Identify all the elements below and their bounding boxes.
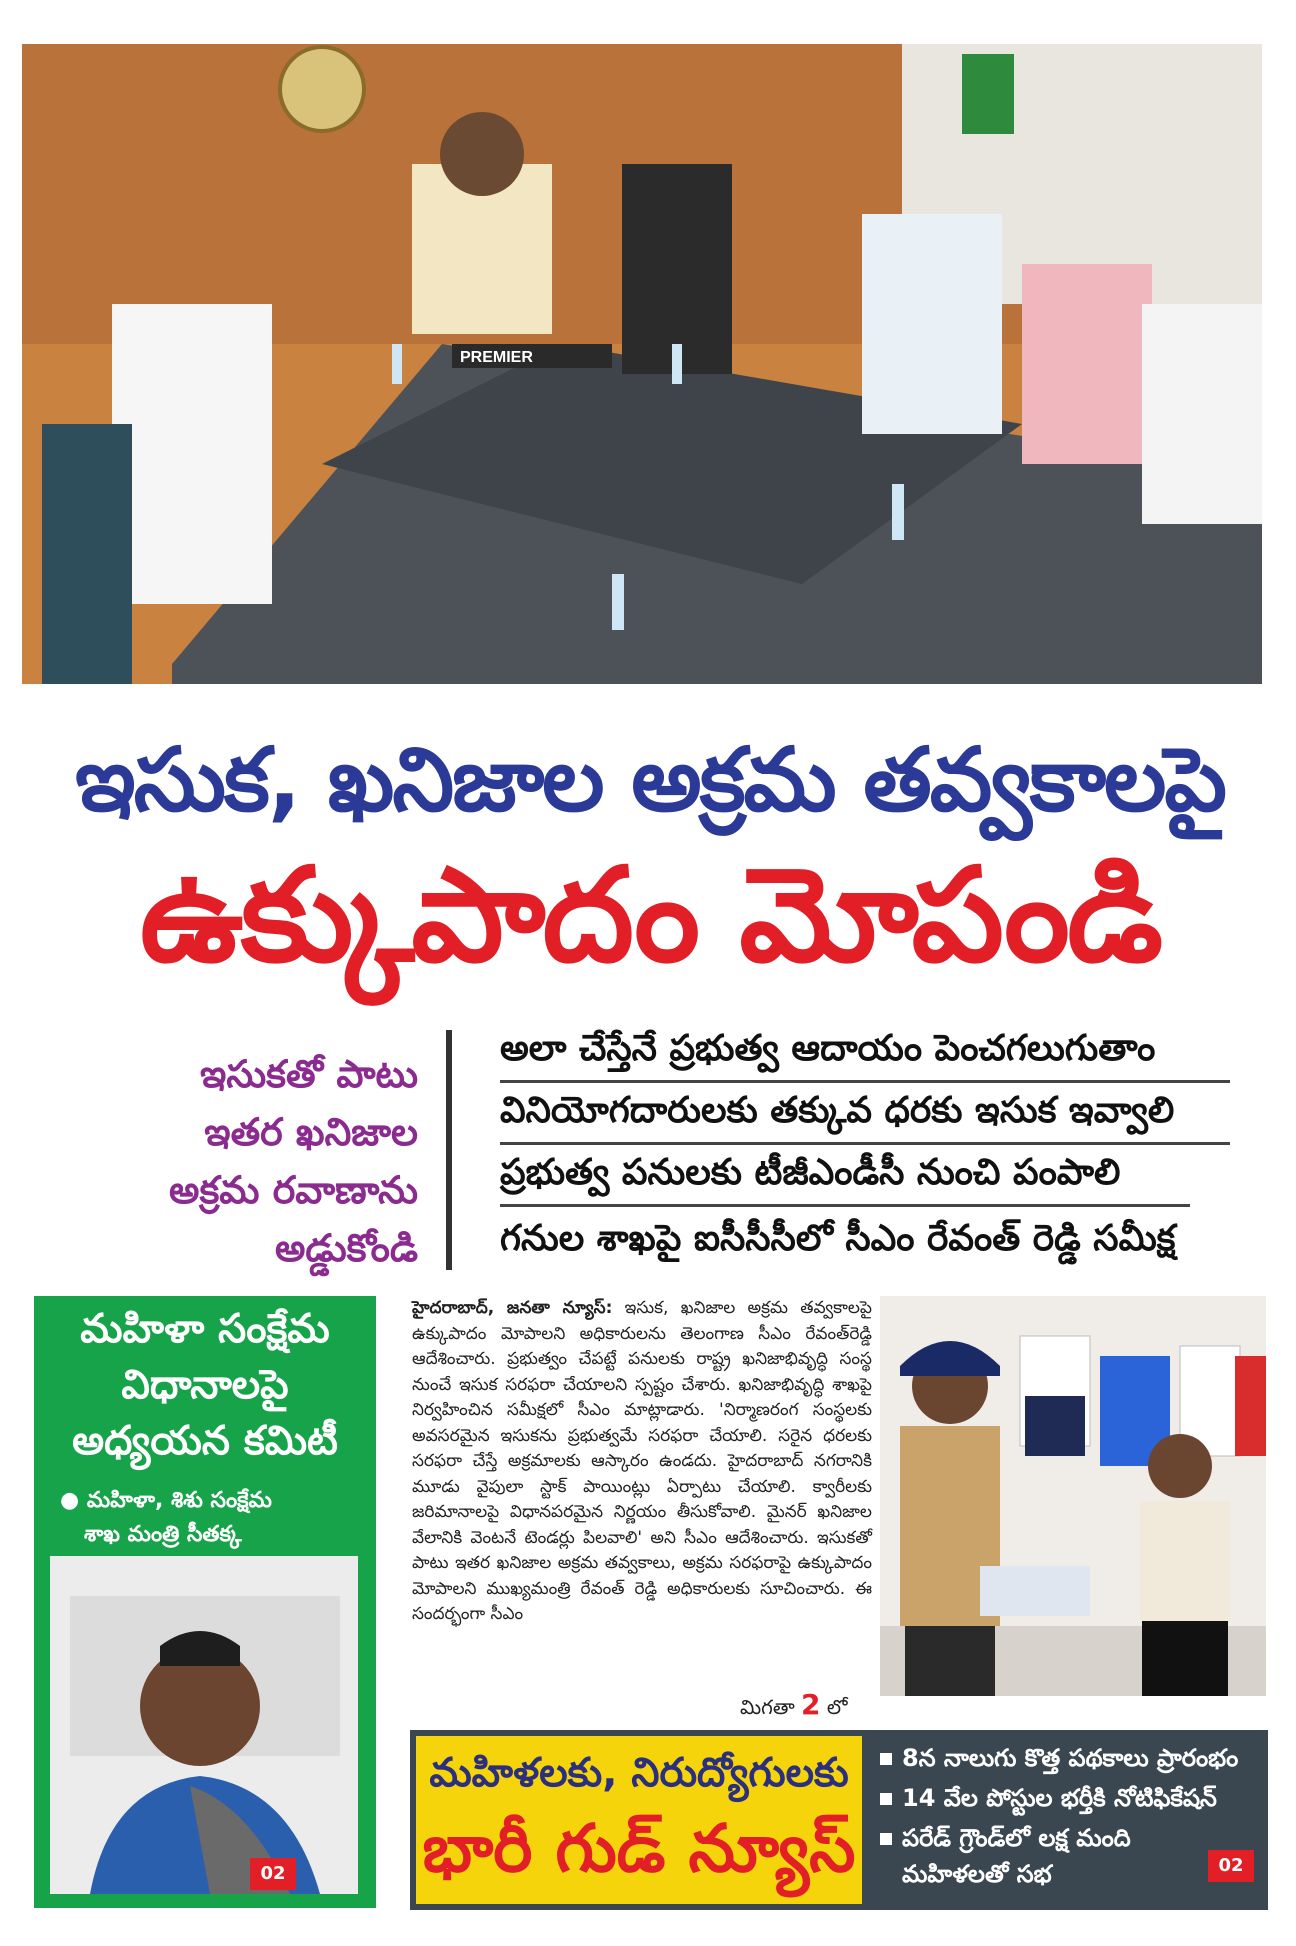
side-story-headline-line3: అధ్యయన కమిటీ — [72, 1418, 338, 1464]
promo-bullet-2-text: 14 వేల పోస్టుల భర్తీకి నోటిఫికేషన్ — [902, 1784, 1217, 1812]
kicker-line2: ఇతర ఖనిజాల — [204, 1110, 418, 1154]
promo-line1: మహిళలకు, నిరుద్యోగులకు — [429, 1750, 849, 1796]
side-story-headline-line2: విధానాలపై — [121, 1362, 289, 1408]
bullet-square-icon — [880, 1753, 892, 1765]
uniform-photo — [880, 1296, 1266, 1696]
promo-bullet-1-text: 8న నాలుగు కొత్త పథకాలు ప్రారంభం — [902, 1744, 1239, 1772]
side-story-headline-line1: మహిళా సంక్షేమ — [80, 1306, 330, 1352]
continued-note — [740, 1688, 847, 1724]
headline-line1: ఇసుక, ఖనిజాల అక్రమ తవ్వకాలపై — [75, 728, 1225, 831]
meeting-photo — [22, 44, 1262, 684]
bullet-square-icon — [880, 1833, 892, 1845]
side-story-page-badge: 02 — [250, 1858, 296, 1890]
continued-suffix: లో — [826, 1695, 848, 1719]
kicker-line3: అక్రమ రవాణాను — [169, 1168, 418, 1212]
deck-line2: వినియోగదారులకు తక్కువ ధరకు ఇసుక ఇవ్వాలి — [500, 1090, 1175, 1131]
main-story-body — [412, 1296, 872, 1628]
promo-line2: భారీ గుడ్ న్యూస్ — [422, 1810, 856, 1887]
main-story-dateline: హైదరాబాద్, జనతా న్యూస్: — [412, 1298, 613, 1318]
minister-photo-illustration — [50, 1556, 358, 1894]
deck-line4: గనుల శాఖపై ఐసీసీసీలో సీఎం రేవంత్ రెడ్డి సమీక్ష — [500, 1218, 1176, 1259]
side-story-bullet — [60, 1488, 272, 1518]
kicker-line1: ఇసుకతో పాటు — [200, 1052, 418, 1096]
deck-rule — [500, 1080, 1230, 1083]
promo-bullet-3-text: పరేడ్ గ్రౌండ్‌లో లక్ష మంది — [902, 1824, 1131, 1852]
promo-bullet-1 — [880, 1744, 1238, 1778]
kicker-line4: అడ్డుకోండి — [275, 1226, 418, 1270]
bullet-square-icon — [880, 1793, 892, 1805]
deck-line1: అలా చేస్తేనే ప్రభుత్వ ఆదాయం పెంచగలుగుతాం — [500, 1028, 1156, 1069]
kicker-divider — [446, 1030, 452, 1270]
deck-rule — [500, 1142, 1230, 1145]
continued-page: 2 — [801, 1688, 821, 1721]
deck-line3: ప్రభుత్వ పనులకు టీజీఎండీసీ నుంచి పంపాలి — [500, 1152, 1121, 1193]
deck-rule — [500, 1204, 1190, 1207]
side-story-bullet-line2: శాఖ మంత్రి సీతక్క — [84, 1522, 242, 1547]
headline-line2: ఉక్కుపాదం మోపండి — [139, 839, 1161, 991]
bullet-dot-icon: ● — [60, 1488, 87, 1513]
meeting-photo-illustration — [22, 44, 1262, 684]
continued-label: మిగతా — [740, 1695, 795, 1719]
promo-bullet-3 — [880, 1824, 1131, 1858]
premier-sign: PREMIER — [460, 349, 533, 366]
main-story-text: ఇసుక, ఖనిజాల అక్రమ తవ్వకాలపై ఉక్కుపాదం మోపాలని అధికారులను తెలంగాణ సీఎం రేవంత్‌రెడ్డి ఆదేశించారు. ప్రభుత్వం చేపట్టే పనులకు రాష్ట్ర ఖనిజాభివృద్ధి సంస్థ నుంచే ఇసుక సరఫరా చేయాలని స్పష్టం చేశారు. ఖనిజాభివృద్ధి శాఖపై నిర్వహించిన సమీక్షలో సీఎం మాట్లాడారు. 'నిర్మాణరంగ సంస్థలకు అవసరమైన ఇసుకను ప్రభుత్వమే సరఫరా చేయాలి. సరైన ధరలకు సరఫరా చేస్తే అక్రమాలకు ఆస్కారం ఉండదు. హైదరాబాద్ నగరానికి మూడు వైపులా స్టాక్ పాయింట్లు ఏర్పాటు చేయాలి. క్వారీలకు జరిమానాలపై విధానపరమైన నిర్ణయం తీసుకోవాలి. మైనర్ ఖనిజాల వేలానికి వెంటనే టెండర్లు పిలవాలి' అని సీఎం ఆదేశించారు. ఇసుకతో పాటు ఇతర ఖనిజాల అక్రమ తవ్వకాలు, అక్రమ సరఫరాపై ఉక్కుపాదం మోపాలని ముఖ్యమంత్రి రేవంత్ రెడ్డి అధికారులకు సూచించారు. ఈ సందర్భంగా సీఎం — [412, 1298, 873, 1624]
promo-page-badge: 02 — [1208, 1850, 1254, 1882]
side-story-bullet-line1: మహిళా, శిశు సంక్షేమ — [86, 1488, 272, 1513]
uniform-photo-illustration — [880, 1296, 1266, 1696]
promo-bullet-3-cont: మహిళలతో సభ — [902, 1860, 1052, 1888]
minister-photo — [50, 1556, 358, 1894]
promo-bullet-2 — [880, 1784, 1217, 1818]
